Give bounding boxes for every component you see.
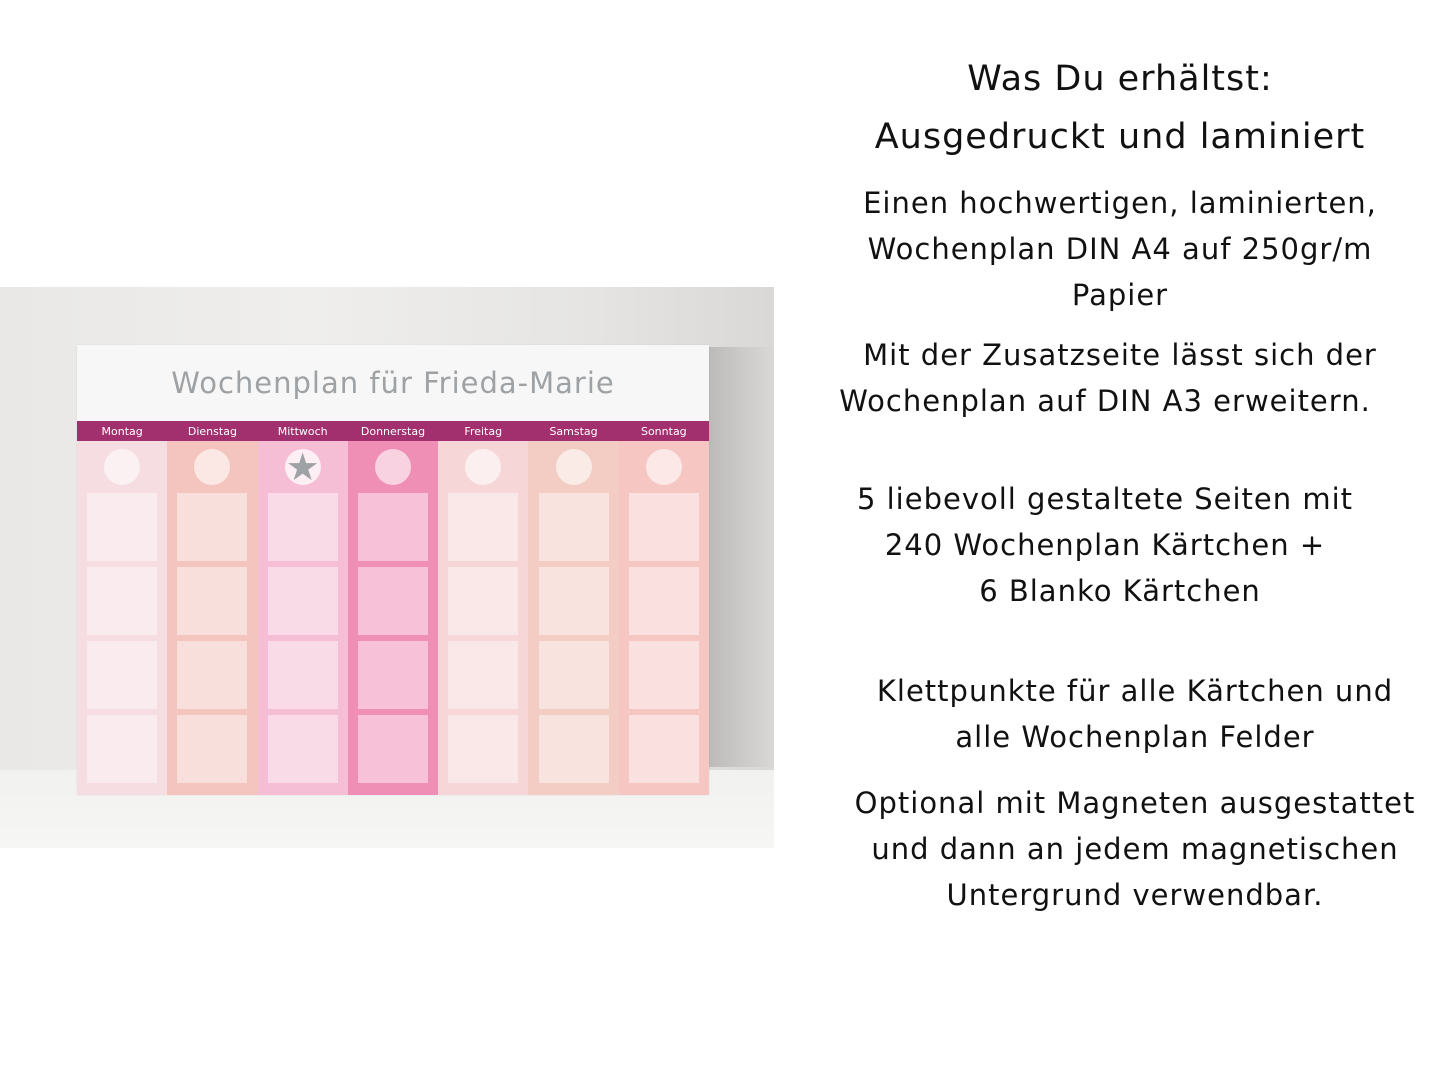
paragraph-1-line: Einen hochwertigen, laminierten, xyxy=(863,186,1377,220)
weekly-plan-board xyxy=(77,345,709,795)
paragraph-5 xyxy=(820,780,1420,918)
card-slot xyxy=(177,715,247,783)
paragraph-3 xyxy=(820,476,1420,614)
day-label: Mittwoch xyxy=(277,424,328,438)
card-slot xyxy=(87,493,157,561)
card-slot xyxy=(629,641,699,709)
card-slot xyxy=(539,567,609,635)
paragraph-5-line: Untergrund verwendbar. xyxy=(946,878,1324,912)
card-slot xyxy=(87,715,157,783)
card-slot xyxy=(177,493,247,561)
card-slot xyxy=(448,493,518,561)
day-marker-circle xyxy=(194,449,230,485)
day-label: Montag xyxy=(101,424,143,438)
day-marker-circle xyxy=(285,445,321,489)
day-label: Donnerstag xyxy=(360,424,426,438)
day-columns xyxy=(77,441,709,795)
paragraph-3-line: 6 Blanko Kärtchen xyxy=(979,574,1261,608)
card-slot xyxy=(629,715,699,783)
card-slot xyxy=(448,715,518,783)
board-title: Wochenplan für Frieda-Marie xyxy=(77,345,709,421)
day-marker-circle xyxy=(465,449,501,485)
card-slot xyxy=(539,641,609,709)
day-marker-circle xyxy=(556,449,592,485)
paragraph-5-line: und dann an jedem magnetischen xyxy=(871,832,1399,866)
card-slot xyxy=(448,567,518,635)
day-column xyxy=(167,441,257,795)
paragraph-4 xyxy=(820,668,1420,760)
card-slot xyxy=(87,567,157,635)
board-shadow xyxy=(706,347,774,767)
day-column xyxy=(619,441,709,795)
info-text-block xyxy=(820,50,1420,918)
paragraph-2-line: Wochenplan auf DIN A3 erweitern. xyxy=(839,384,1371,418)
day-column xyxy=(528,441,618,795)
paragraph-1-line: Wochenplan DIN A4 auf 250gr/m xyxy=(867,232,1373,266)
card-slot xyxy=(358,715,428,783)
paragraph-3-line: 240 Wochenplan Kärtchen + xyxy=(884,528,1326,562)
day-label: Dienstag xyxy=(187,424,237,438)
day-column xyxy=(77,441,167,795)
card-slot xyxy=(177,641,247,709)
day-label: Samstag xyxy=(549,424,598,438)
day-marker-circle xyxy=(646,449,682,485)
card-slot xyxy=(358,493,428,561)
day-column xyxy=(348,441,438,795)
paragraph-4-line: Klettpunkte für alle Kärtchen und xyxy=(876,674,1394,708)
card-slot xyxy=(539,715,609,783)
card-slot xyxy=(268,715,338,783)
day-column xyxy=(438,441,528,795)
card-slot xyxy=(87,641,157,709)
paragraph-1-line: Papier xyxy=(1071,278,1169,312)
paragraph-2-line: Mit der Zusatzseite lässt sich der xyxy=(863,338,1377,372)
paragraph-2 xyxy=(820,332,1420,424)
card-slot xyxy=(268,567,338,635)
paragraph-5-line: Optional mit Magneten ausgestattet xyxy=(854,786,1416,820)
heading-line-2: Ausgedruckt und laminiert xyxy=(874,117,1366,157)
paragraph-3-line: 5 liebevoll gestaltete Seiten mit xyxy=(856,482,1354,516)
day-header-bar xyxy=(77,421,709,441)
day-label: Freitag xyxy=(464,424,503,438)
heading-line-1: Was Du erhältst: xyxy=(967,59,1273,99)
day-marker-circle xyxy=(375,449,411,485)
paragraph-1 xyxy=(820,180,1420,318)
card-slot xyxy=(629,567,699,635)
day-column xyxy=(258,441,348,795)
star-icon: ★ xyxy=(285,445,320,489)
product-photo xyxy=(0,287,774,848)
day-marker-circle xyxy=(104,449,140,485)
card-slot xyxy=(629,493,699,561)
paragraph-4-line: alle Wochenplan Felder xyxy=(955,720,1315,754)
card-slot xyxy=(177,567,247,635)
card-slot xyxy=(448,641,518,709)
card-slot xyxy=(268,641,338,709)
card-slot xyxy=(358,567,428,635)
card-slot xyxy=(358,641,428,709)
day-label: Sonntag xyxy=(640,424,687,438)
card-slot xyxy=(268,493,338,561)
card-slot xyxy=(539,493,609,561)
